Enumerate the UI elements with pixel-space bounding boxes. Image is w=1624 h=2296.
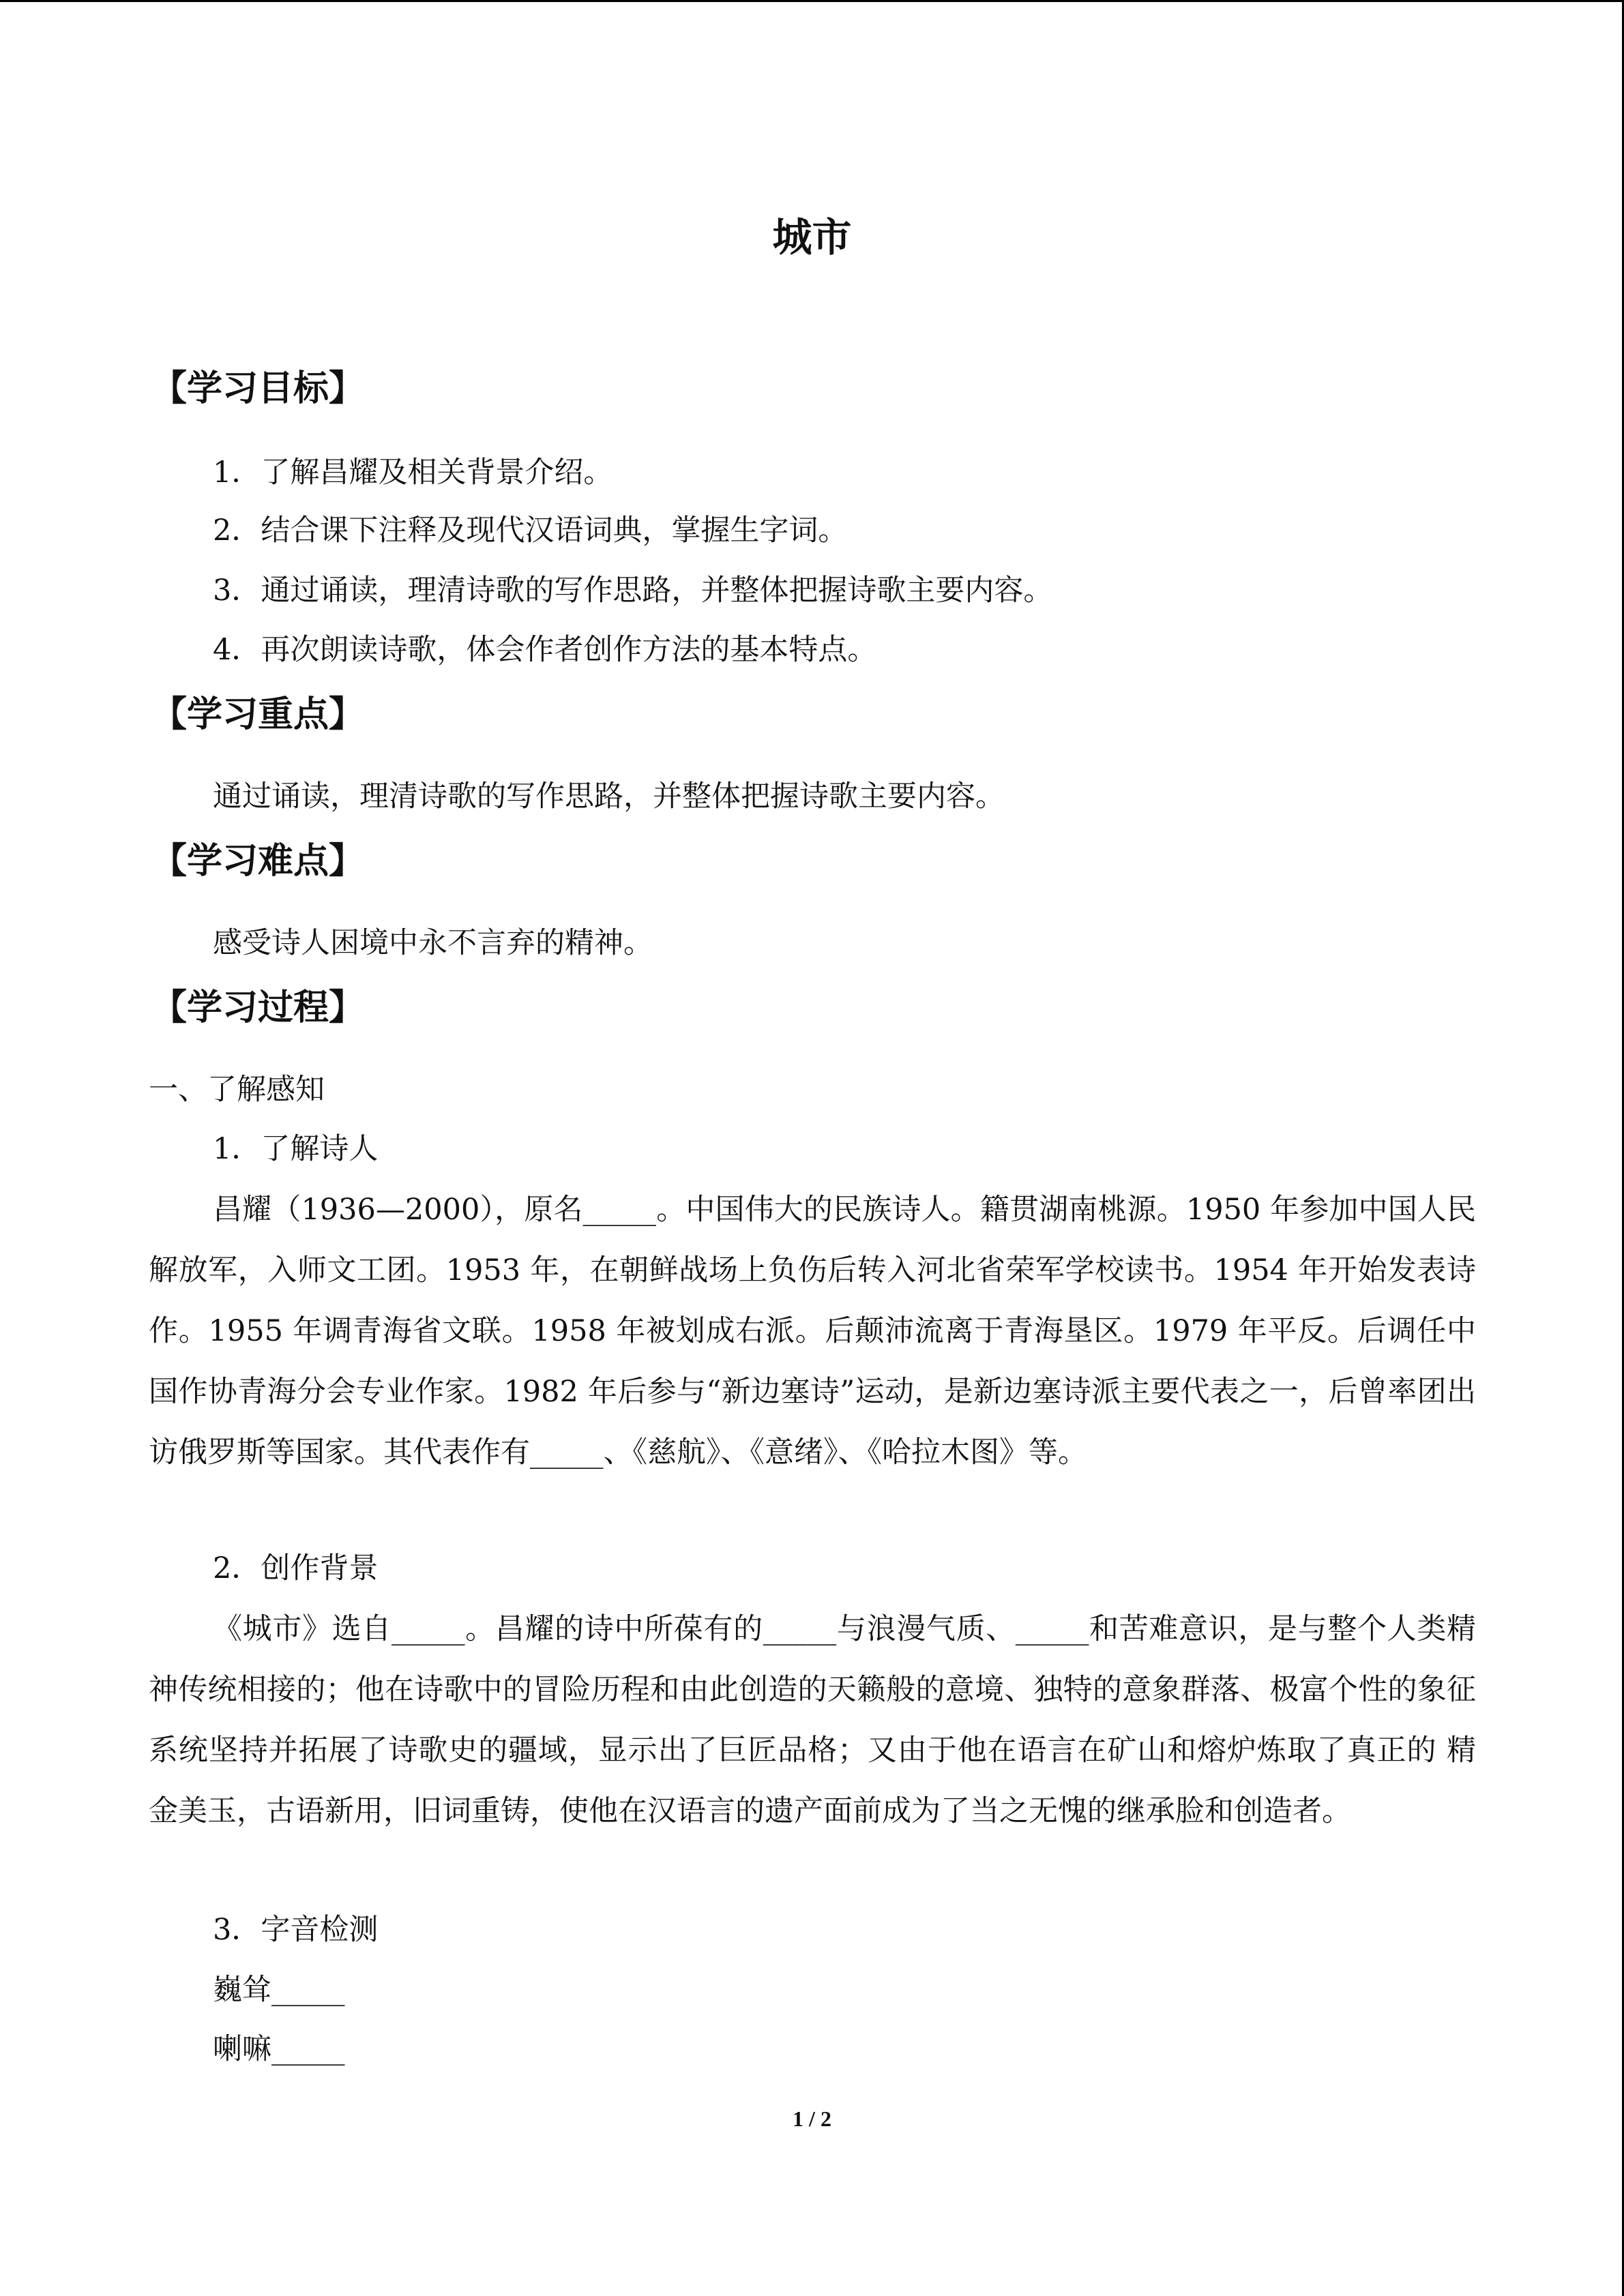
process-heading: 【学习过程】	[151, 987, 365, 1028]
difficulties-heading: 【学习难点】	[151, 841, 365, 882]
background-paragraph: 《城市》选自_____。昌耀的诗中所葆有的_____与浪漫气质、_____和苦难意识，是与整个人类精神传统相接的；他在诗歌中的冒险历程和由此创造的天籁般的意境、独特的意象群落、极富个性的象征系统坚持并拓展了诗歌史的疆域，显示出了巨匠品格；又由于他在语言在矿山和熔炉炼取了真正的 精金美玉，古语新用，旧词重铸，使他在汉语言的遗产面前成为了当之无愧的继承脸和创造者。	[149, 1612, 1476, 1828]
objective-item-3: 3．通过诵读，理清诗歌的写作思路，并整体把握诗歌主要内容。	[213, 573, 1053, 608]
section1-title: 一、了解感知	[149, 1073, 325, 1107]
objective-item-2: 2．结合课下注释及现代汉语词典，掌握生字词。	[213, 513, 848, 548]
difficulties-text: 感受诗人困境中永不言弃的精神。	[213, 926, 653, 960]
page-number: 1 / 2	[793, 2106, 831, 2131]
poet-intro-paragraph: 昌耀（1936—2000），原名_____。中国伟大的民族诗人。籍贯湖南桃源。1950 年参加中国人民解放军，入师文工团。1953 年，在朝鲜战场上负伤后转入河北省荣军学校读书。1954 年开始发表诗作。1955 年调青海省文联。1958 年被划成右派。后颠沛流离于青海垦区。1979 年平反。后调任中国作协青海分会专业作家。1982 年后参与“新边塞诗”运动，是新边塞诗派主要代表之一，后曾率团出访俄罗斯等国家。其代表作有_____、《慈航》、《意绪》、《哈拉木图》等。	[149, 1193, 1476, 1470]
sub2-title: 2．创作背景	[213, 1551, 379, 1585]
pronunciation-item-1: 巍耸_____	[213, 1973, 345, 2007]
key-points-text: 通过诵读，理清诗歌的写作思路，并整体把握诗歌主要内容。	[213, 779, 1005, 814]
objectives-heading: 【学习目标】	[151, 368, 365, 409]
pronunciation-item-2: 喇嘛_____	[213, 2032, 345, 2066]
objective-item-1: 1．了解昌耀及相关背景介绍。	[213, 456, 613, 490]
key-points-heading: 【学习重点】	[151, 694, 365, 735]
objective-item-4: 4．再次朗读诗歌，体会作者创作方法的基本特点。	[213, 633, 877, 667]
sub3-title: 3．字音检测	[213, 1913, 379, 1947]
page-title: 城市	[772, 214, 852, 260]
sub1-title: 1．了解诗人	[213, 1132, 379, 1166]
